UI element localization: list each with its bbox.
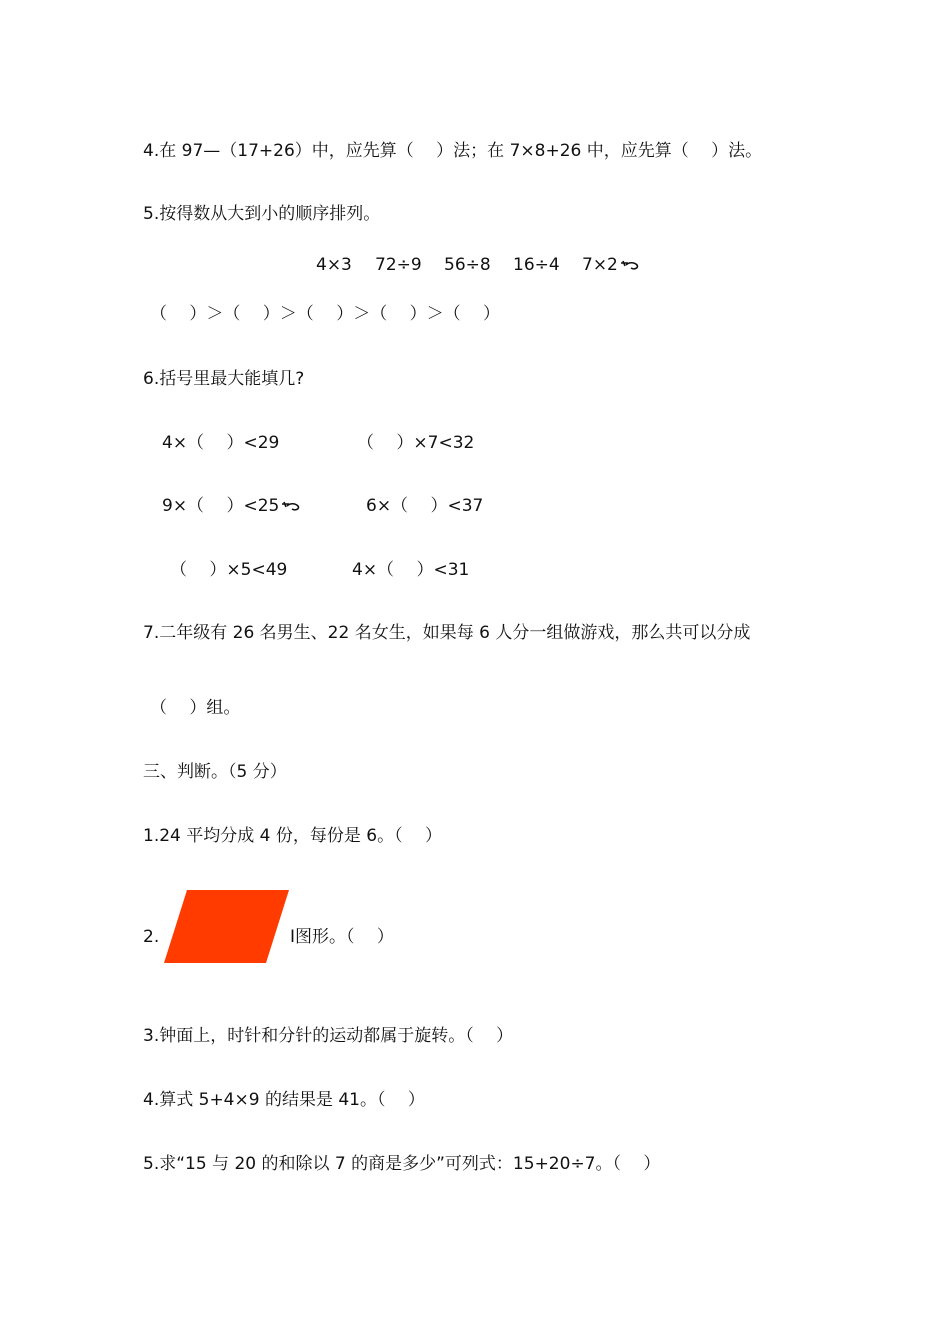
question-5-expr-5: 7×2 xyxy=(582,255,618,275)
question-7-line-1: 7.二年级有 26 名男生、22 名女生，如果每 6 人分一组做游戏，那么共可以分成 xyxy=(143,623,751,643)
question-5-order: （ ）＞（ ）＞（ ）＞（ ）＞（ ） xyxy=(150,304,501,324)
judge-3: 3.钟面上，时针和分针的运动都属于旋转。（ ） xyxy=(143,1026,514,1046)
question-6-a: 4×（ ）<29 xyxy=(162,433,280,453)
judge-4: 4.算式 5+4×9 的结果是 41。（ ） xyxy=(143,1090,425,1110)
judge-2-number: 2. xyxy=(143,927,160,947)
question-6-title: 6.括号里最大能填几? xyxy=(143,369,305,389)
judge-2-text: Ⅰ图形。（ ） xyxy=(290,927,394,947)
question-6-c-wrap xyxy=(162,495,301,517)
question-6-c: 9×（ ）<25 xyxy=(162,496,280,516)
question-5-expr-3: 56÷8 xyxy=(444,255,491,275)
section-3-title: 三、判断。（5 分） xyxy=(143,762,287,782)
parallelogram-figure xyxy=(164,890,290,964)
judge-1: 1.24 平均分成 4 份，每份是 6。（ ） xyxy=(143,826,443,846)
question-6-e: （ ）×5<49 xyxy=(170,560,288,580)
question-5-expr-1: 4×3 xyxy=(316,255,352,275)
judge-5: 5.求“15 与 20 的和除以 7 的商是多少”可列式：15+20÷7。（ ） xyxy=(143,1154,661,1174)
scribble-mark-icon xyxy=(281,500,301,512)
question-5-title: 5.按得数从大到小的顺序排列。 xyxy=(143,204,381,224)
question-6-b: （ ）×7<32 xyxy=(357,433,475,453)
question-6-f: 4×（ ）<31 xyxy=(352,560,470,580)
question-6-d: 6×（ ）<37 xyxy=(366,496,484,516)
question-7-line-2: （ ）组。 xyxy=(150,698,241,718)
question-5-expr-5-wrap xyxy=(582,254,640,276)
question-5-expr-2: 72÷9 xyxy=(375,255,422,275)
question-5-expr-4: 16÷4 xyxy=(513,255,560,275)
scribble-mark-icon xyxy=(620,259,640,271)
question-4: 4.在 97—（17+26）中，应先算（ ）法；在 7×8+26 中，应先算（ ）法。 xyxy=(143,141,763,161)
